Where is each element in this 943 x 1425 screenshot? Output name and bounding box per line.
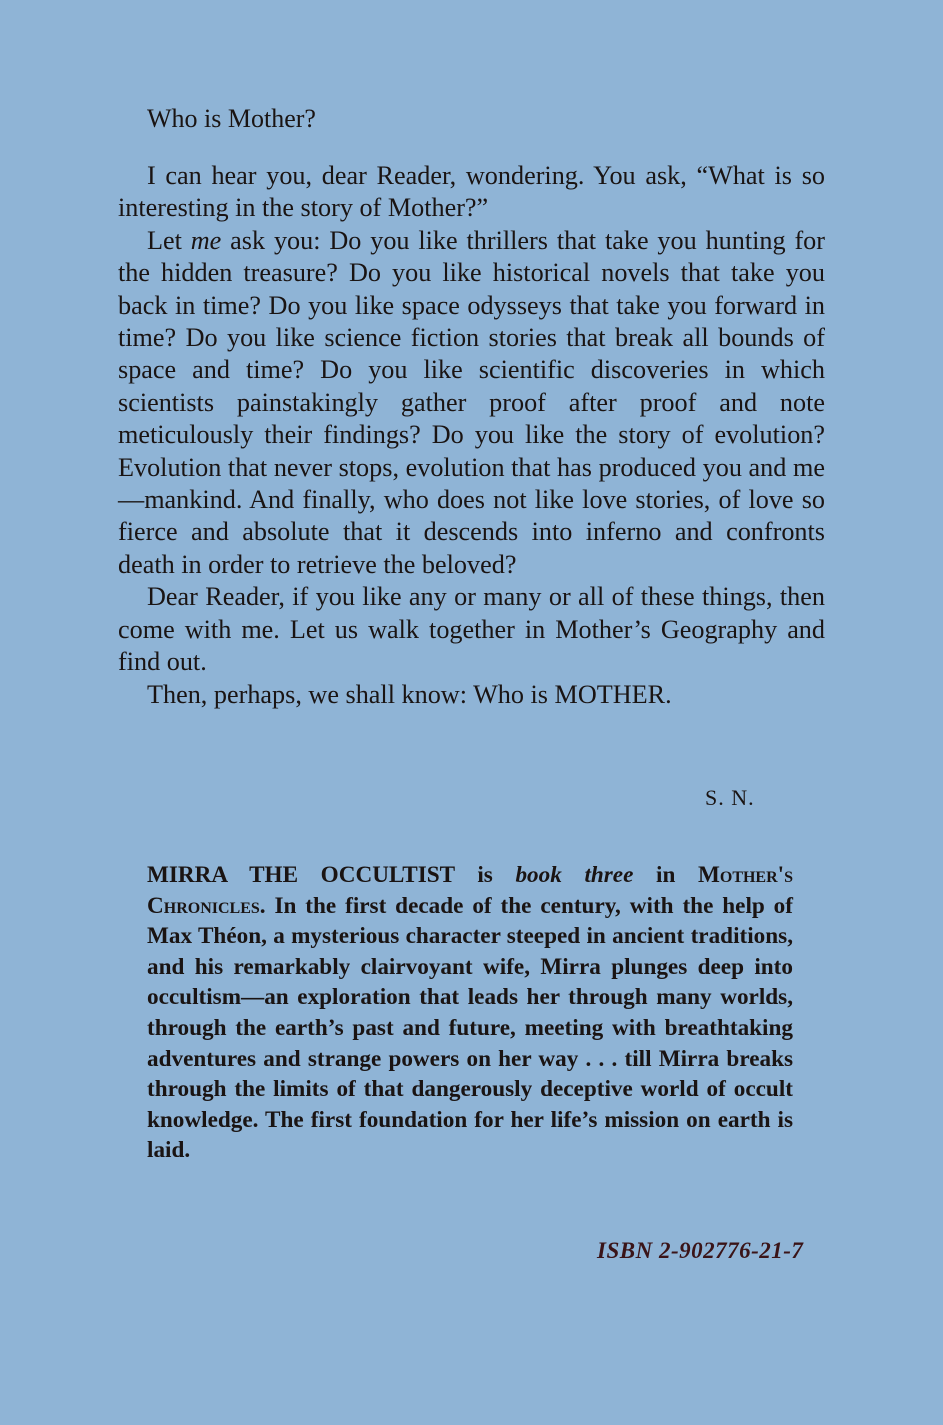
blurb-in: in <box>633 862 698 888</box>
blurb-book-number: book three <box>515 862 634 888</box>
book-blurb <box>147 860 793 1166</box>
intro-paragraph-2 <box>118 225 825 581</box>
intro-paragraph-2-emphasis: me <box>190 225 222 255</box>
intro-paragraph-2-body: ask you: Do you like thrillers that take you hunting for the hidden treasure? Do you like historical novels that take you back in time? Do you like space odysseys that take you forward in time? Do you like science fiction stories that break all bounds of space and time? Do you like scientific discoveries in which scientists painstakingly gather proof after proof and note meticulously their findings? Do you like the story of evolution? Evolution that never stops, evolution that has produced you and me—mankind. And finally, who does not like love stories, of love so fierce and absolute that it descends into inferno and confronts death in order to retrieve the beloved? <box>118 225 825 579</box>
intro-paragraph-2-lead: Let <box>147 225 191 255</box>
heading-question: Who is Mother? <box>147 104 316 133</box>
intro-paragraph-1: I can hear you, dear Reader, wondering. You ask, “What is so interesting in the story of Mother?” <box>118 161 825 223</box>
intro-paragraph-4: Then, perhaps, we shall know: Who is MOTHER. <box>147 679 672 709</box>
author-initials: S. N. <box>705 785 755 810</box>
blurb-series-title: Mother's Chronicles. <box>147 862 793 919</box>
blurb-is: is <box>454 862 516 888</box>
blurb-book-title: MIRRA THE OCCULTIST <box>147 862 455 888</box>
blurb-paragraph <box>147 860 793 1166</box>
blurb-body: In the first decade of the century, with the help of Max Théon, a mysterious character steeped in ancient traditions, and his remarkably clairvoyant wife, Mirra plunges deep into occultism—an exploration that leads her through many worlds, through the earth’s past and future, meeting with breathtaking adventures and strange powers on her way . . . till Mirra breaks through the limits of that dangerously deceptive world of occult knowledge. The first foundation for her life’s mission on earth is laid. <box>147 892 793 1164</box>
intro-text <box>118 160 825 711</box>
intro-paragraph-3: Dear Reader, if you like any or many or all of these things, then come with me. Let us walk together in Mother’s Geography and find out. <box>118 582 825 677</box>
isbn-number: ISBN 2-902776-21-7 <box>597 1238 804 1263</box>
